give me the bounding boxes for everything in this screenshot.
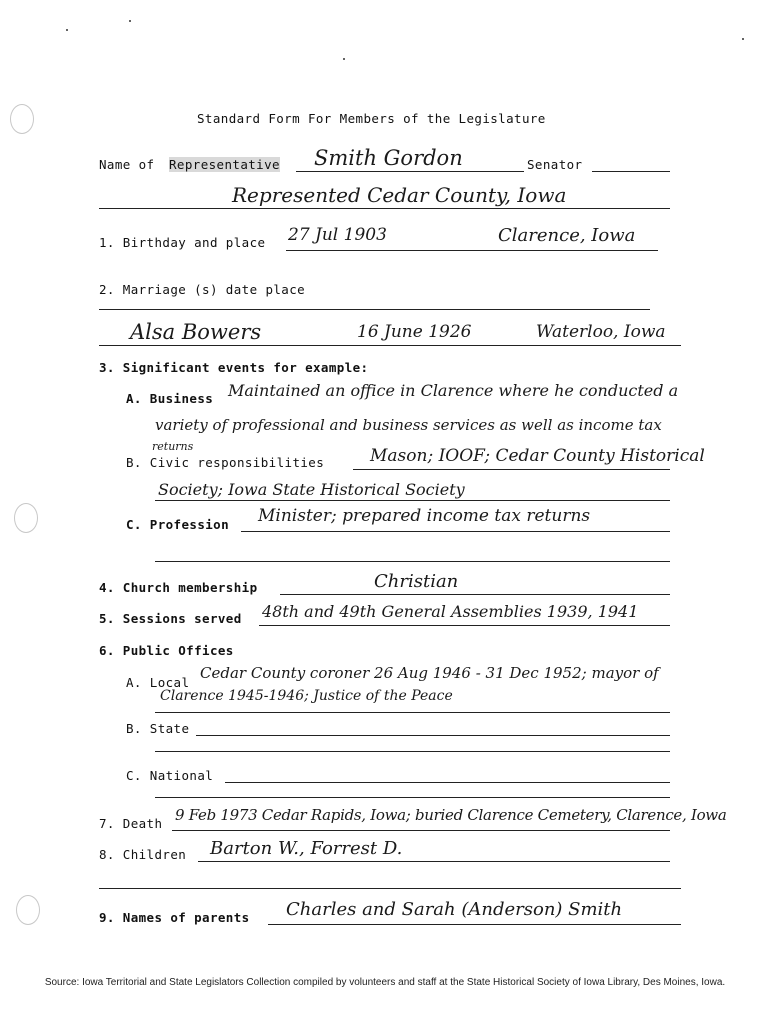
representative-name: Smith Gordon [314, 146, 463, 170]
q1-label: 1. Birthday and place [99, 235, 266, 250]
civic-line-2-text: Society; Iowa State Historical Society [158, 480, 465, 499]
punch-hole [16, 895, 40, 925]
civic-line-1-text: Mason; IOOF; Cedar County Historical [370, 446, 705, 466]
q3-label: 3. Significant events for example: [99, 360, 369, 375]
business-line-2: variety of professional and business services as well as income tax [155, 416, 662, 434]
death-text: 9 Feb 1973 Cedar Rapids, Iowa; buried Clarence Cemetery, Clarence, Iowa [175, 806, 727, 824]
national-line-1 [225, 782, 670, 783]
spouse-name: Alsa Bowers [130, 320, 262, 344]
scan-speck [129, 20, 131, 22]
representative-label: Representative [169, 157, 280, 172]
marriage-date: 16 June 1926 [357, 322, 472, 342]
state-line-1 [196, 735, 670, 736]
children-line-2 [99, 888, 681, 889]
q6a-label: A. Local [126, 675, 190, 690]
q6b-label: B. State [126, 721, 190, 736]
profession-line-2 [155, 561, 670, 562]
q8-label: 8. Children [99, 847, 187, 862]
q6-label: 6. Public Offices [99, 643, 234, 658]
birthday-date: 27 Jul 1903 [288, 225, 387, 245]
name-label: Name of [99, 157, 155, 172]
represented-county: Represented Cedar County, Iowa [232, 183, 567, 207]
scan-speck [343, 58, 345, 60]
q9-label: 9. Names of parents [99, 910, 250, 925]
sessions-line [259, 625, 670, 626]
civic-line-2 [155, 500, 670, 501]
marriage-place: Waterloo, Iowa [536, 322, 666, 342]
national-line-2 [155, 797, 670, 798]
local-line-2-text: Clarence 1945-1946; Justice of the Peace [160, 688, 453, 704]
church-text: Christian [374, 571, 459, 592]
q3a-label: A. Business [126, 391, 214, 406]
church-line [280, 594, 670, 595]
business-line-1: Maintained an office in Clarence where he conducted a [228, 381, 679, 400]
q2-label: 2. Marriage (s) date place [99, 282, 306, 297]
senator-line [592, 171, 670, 172]
senator-label: Senator [527, 157, 583, 172]
punch-hole [10, 104, 34, 134]
q3c-label: C. Profession [126, 517, 230, 532]
parents-line [268, 924, 681, 925]
q4-label: 4. Church membership [99, 580, 258, 595]
form-title: Standard Form For Members of the Legislature [197, 111, 546, 126]
name-line [296, 171, 524, 172]
profession-text: Minister; prepared income tax returns [258, 506, 591, 526]
q5-label: 5. Sessions served [99, 611, 242, 626]
birthday-line [286, 250, 658, 251]
profession-line-1 [241, 531, 670, 532]
scan-speck [742, 38, 744, 40]
civic-line-1 [353, 469, 670, 470]
children-text: Barton W., Forrest D. [210, 838, 403, 859]
marriage-line-1 [99, 309, 650, 310]
parents-text: Charles and Sarah (Anderson) Smith [286, 899, 623, 920]
q3b-label: B. Civic responsibilities [126, 455, 325, 470]
scan-speck [66, 29, 68, 31]
death-line [172, 830, 670, 831]
sessions-text: 48th and 49th General Assemblies 1939, 1941 [262, 602, 639, 621]
birthplace: Clarence, Iowa [498, 225, 636, 246]
business-line-3: returns [152, 440, 194, 453]
state-line-2 [155, 751, 670, 752]
local-line [155, 712, 670, 713]
source-note: Source: Iowa Territorial and State Legislators Collection compiled by volunteers and staff at the State Historical Society of Iowa Library, Des Moines, Iowa. [44, 977, 726, 988]
marriage-line-2 [99, 345, 681, 346]
q6c-label: C. National [126, 768, 214, 783]
children-line [198, 861, 670, 862]
q7-label: 7. Death [99, 816, 163, 831]
represented-line [99, 208, 670, 209]
local-line-1-text: Cedar County coroner 26 Aug 1946 - 31 Dec 1952; mayor of [200, 664, 659, 682]
punch-hole [14, 503, 38, 533]
